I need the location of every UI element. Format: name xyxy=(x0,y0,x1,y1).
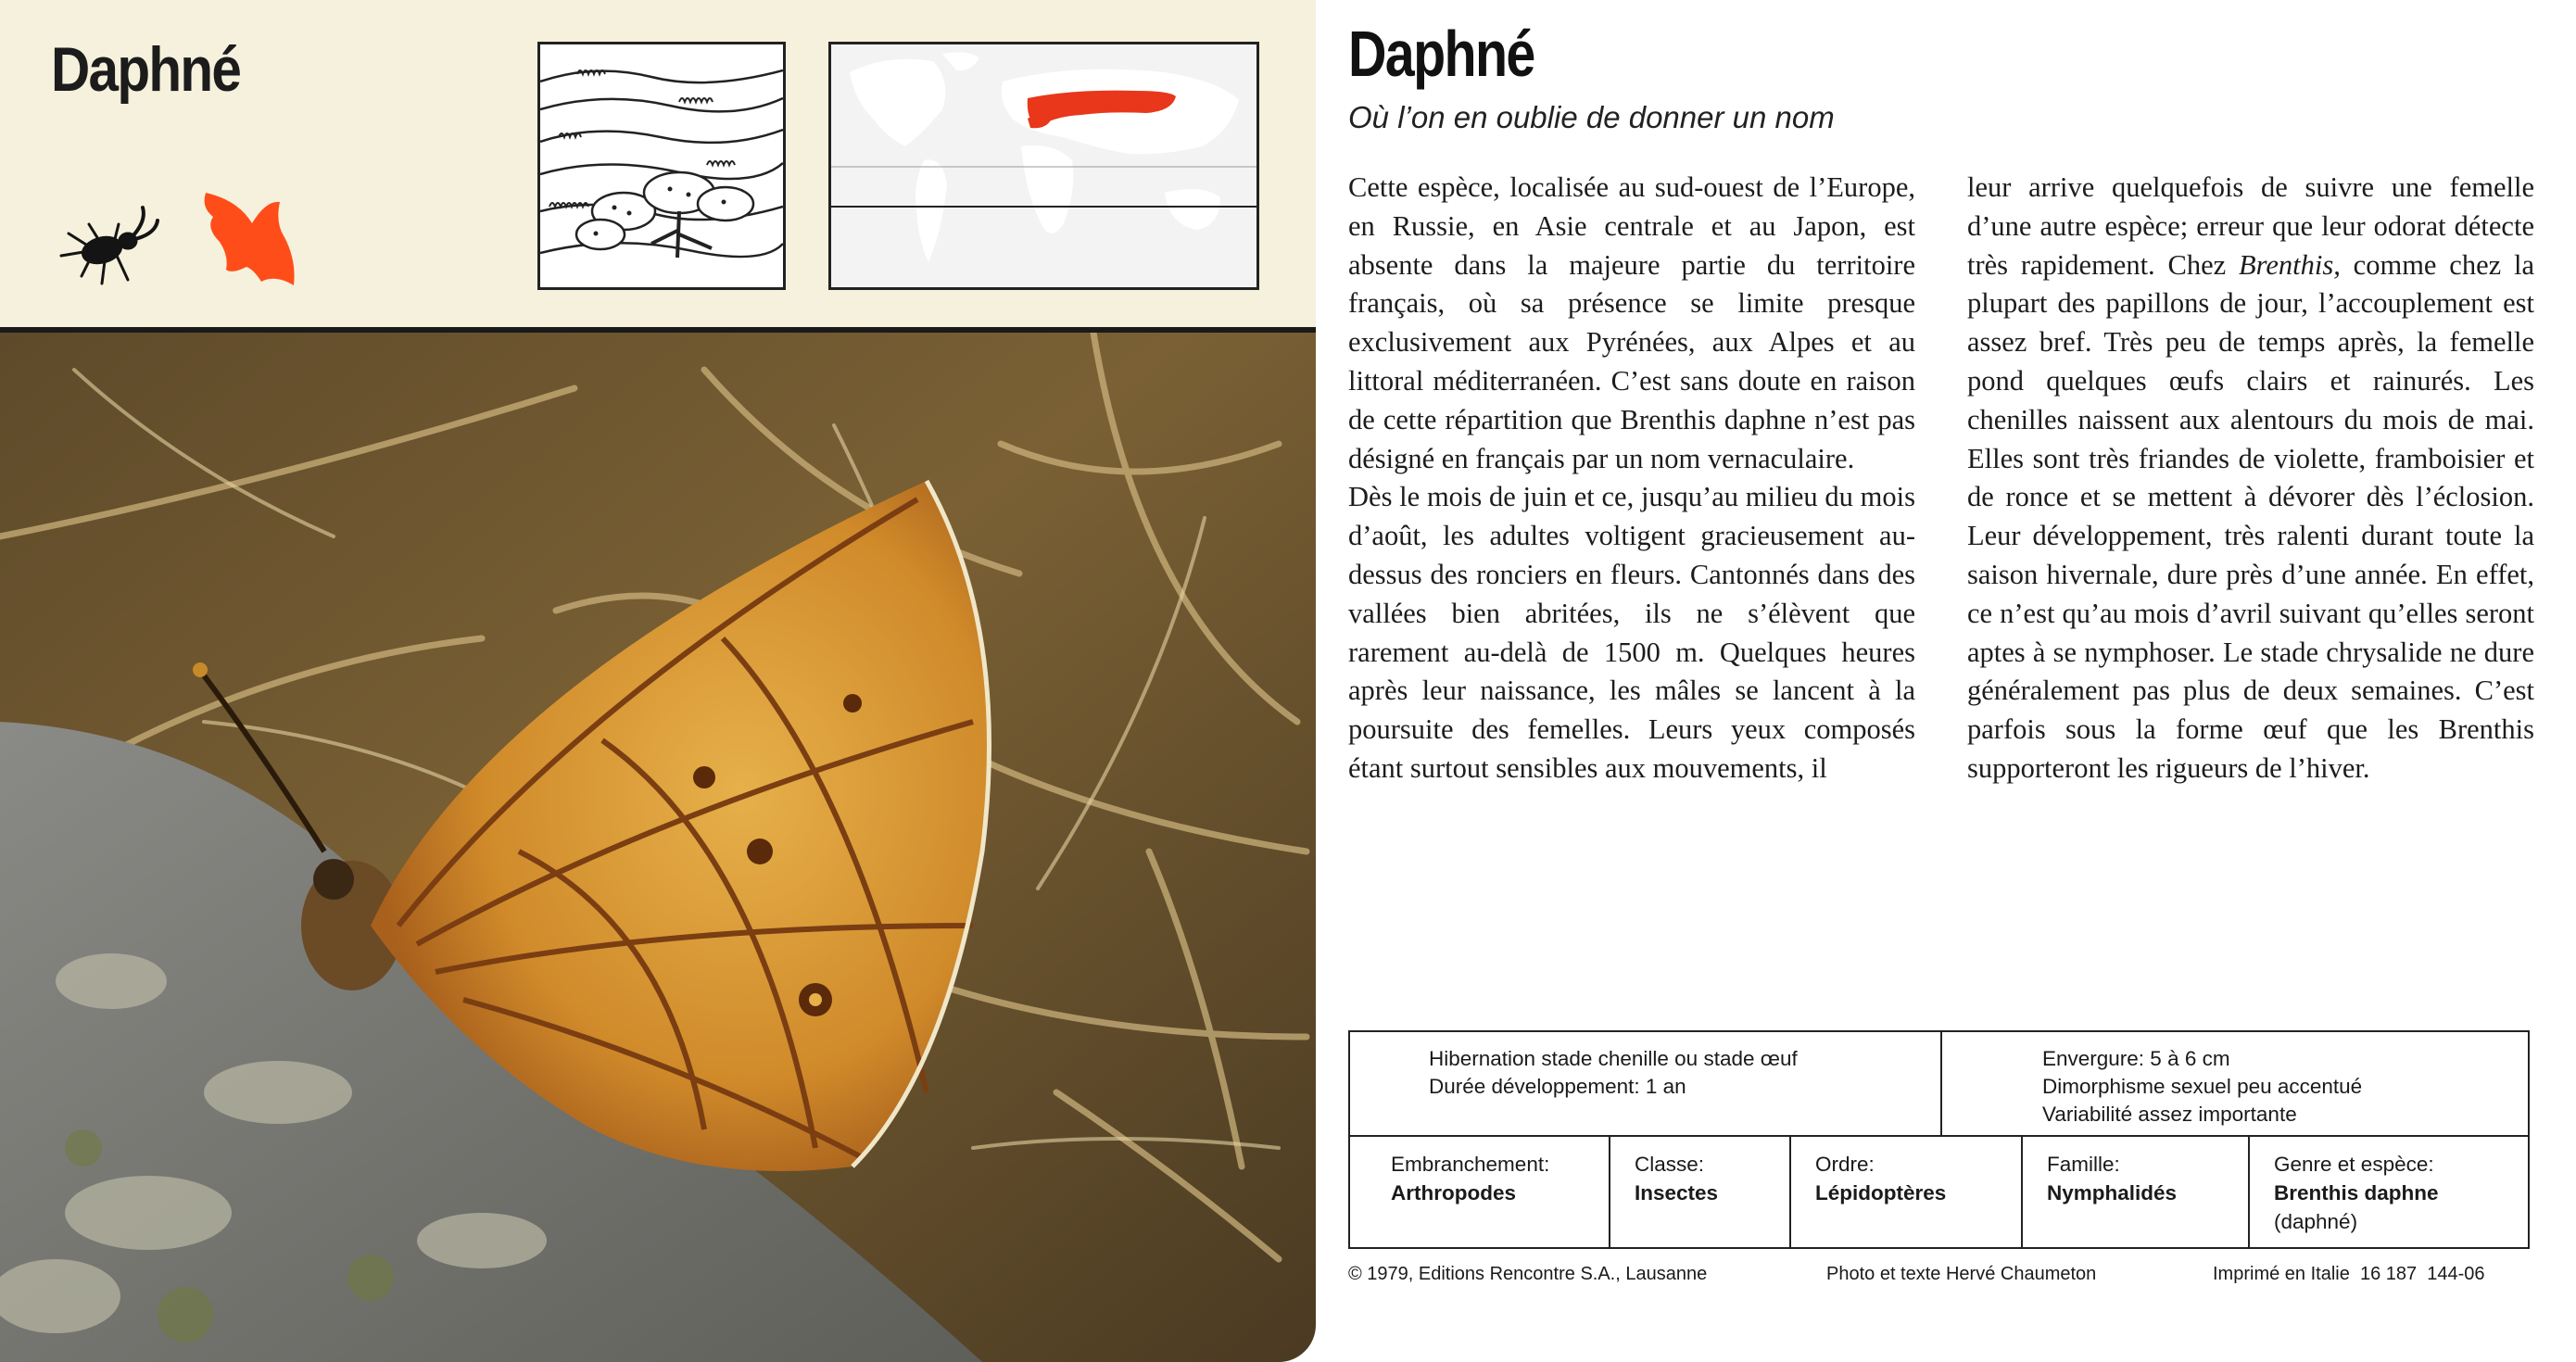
info-line: Envergure: 5 à 6 cm xyxy=(2042,1047,2230,1070)
front-title: Daphné xyxy=(51,34,241,105)
text-column-left xyxy=(1348,169,1915,788)
butterfly-photo xyxy=(0,333,1316,1362)
classification-label: Classe: xyxy=(1635,1153,1705,1176)
classification-embranchement xyxy=(1350,1137,1609,1249)
classification-value: Arthropodes xyxy=(1391,1181,1516,1204)
text-column-right xyxy=(1967,169,2534,788)
classification-label: Embranchement: xyxy=(1391,1153,1550,1176)
info-line: Dimorphisme sexuel peu accentué xyxy=(2042,1075,2363,1098)
footer-print: Imprimé en Italie 16 187 144-06 xyxy=(2213,1264,2485,1284)
info-line: Variabilité assez importante xyxy=(2042,1103,2297,1126)
paragraph: Cette espèce, localisée au sud-ouest de l’Europe, en Russie, en Asie centrale et au Japon, est absente dans la majeure partie du territoire français, où sa présence se limite presque exclusivement aux Pyrénées, aux Alpes et au littoral méditerranéen. C’est sans doute en raison de cette répartition que Brenthis daphne n’est pas désigné en français par un nom vernaculaire. xyxy=(1348,171,1915,474)
paragraph xyxy=(1967,169,2534,788)
classification-value: Insectes xyxy=(1635,1181,1719,1204)
biology-info xyxy=(1429,1045,1798,1101)
classification-classe xyxy=(1609,1137,1789,1249)
back-card xyxy=(1316,0,2576,1362)
classification-label: Famille: xyxy=(2047,1153,2120,1176)
paragraph-text: leur arrive quelquefois de suivre une femelle d’une autre espèce; erreur que leur odorat détecte très rapidement. Chez xyxy=(1967,171,2534,281)
classification-genre-espece xyxy=(2248,1137,2528,1249)
paragraph: Dès le mois de juin et ce, jusqu’au milieu du mois d’août, les adultes voltigent gracieusement au-dessus des ronciers en fleurs. Cantonnés dans des vallées bien abritées, ils ne s’élèvent que rarement au-delà de 1500 m. Quelques heures après leur naissance, les mâles se lancent à la poursuite des femelles. Leurs yeux composés étant surtout sensibles aux mouvements, il xyxy=(1348,481,1915,784)
back-subtitle: Où l’on en oublie de donner un nom xyxy=(1348,100,1835,134)
beetle-icon xyxy=(54,183,165,295)
footer-copyright: © 1979, Editions Rencontre S.A., Lausanne xyxy=(1348,1264,1708,1284)
classification-value: Brenthis daphne xyxy=(2274,1181,2439,1204)
classification-extra: (daphné) xyxy=(2274,1210,2358,1233)
classification-value: Nymphalidés xyxy=(2047,1181,2178,1204)
footer-credit: Photo et texte Hervé Chaumeton xyxy=(1826,1264,2097,1284)
morphology-info xyxy=(2042,1045,2362,1129)
info-divider xyxy=(1940,1032,1942,1137)
info-box xyxy=(1348,1030,2530,1249)
classification-ordre xyxy=(1789,1137,2021,1249)
classification-label: Ordre: xyxy=(1815,1153,1875,1176)
world-distribution-map xyxy=(828,42,1259,290)
habitat-illustration xyxy=(537,42,786,290)
genus-italic: Brenthis, xyxy=(2239,248,2341,281)
classification-value: Lépidoptères xyxy=(1815,1181,1947,1204)
info-line: Hibernation stade chenille ou stade œuf xyxy=(1429,1047,1798,1070)
paragraph-text: comme chez la plupart des papillons de jour, l’accouplement est assez bref. Très peu de temps après, la femelle pond quelques œufs clairs et rainurés. Les chenilles naissent aux alentours du mois de mai. Elles sont très friandes de violette, framboisier et de ronce et se mettent à dévorer dès l’éclosion. Leur développement, très ralenti durant toute la saison hivernale, dure près d’une année. En effet, ce n’est qu’au mois d’avril suivant qu’elles seront aptes à se nymphoser. Le stade chrysalide ne dure généralement pas plus de deux semaines. C’est parfois sous la forme œuf que les Brenthis supporteront les rigueurs de l’hiver. xyxy=(1967,248,2534,784)
butterfly-icon xyxy=(187,182,303,297)
info-top-row xyxy=(1350,1032,2528,1137)
info-line: Durée développement: 1 an xyxy=(1429,1075,1686,1098)
classification-famille xyxy=(2021,1137,2248,1249)
classification-label: Genre et espèce: xyxy=(2274,1153,2434,1176)
back-title: Daphné xyxy=(1348,18,1534,90)
